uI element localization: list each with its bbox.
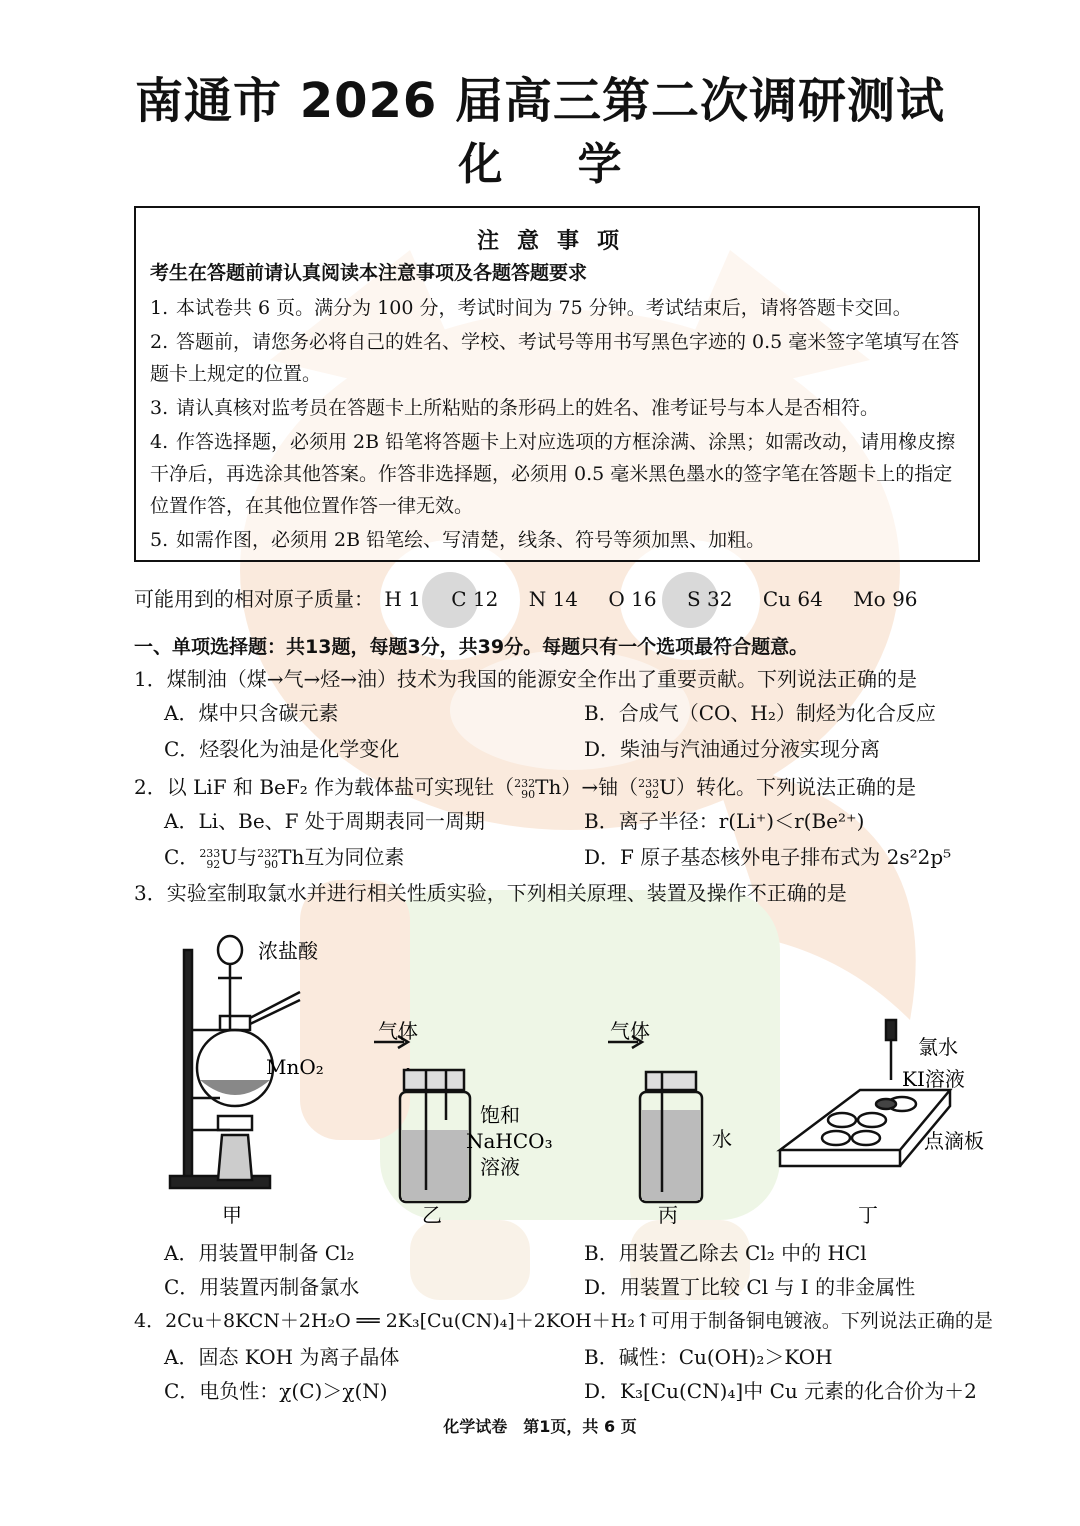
q2-option-c: [164, 842, 404, 872]
th-symbol: Th: [278, 845, 305, 869]
notice-item: [150, 392, 970, 424]
notice-item-text: 答题前，请您务必将自己的姓名、学校、考试号等用书写黑色字迹的 0.5 毫米签字笔填写在答题卡上规定的位置。: [150, 331, 960, 385]
notice-item-number: 5.: [150, 529, 169, 551]
q3-option-a: A．用装置甲制备 Cl₂: [164, 1241, 355, 1265]
u-atomic-number: 92: [206, 857, 221, 871]
q2-option-c-part: 互为同位素: [304, 845, 405, 869]
th-atomic-number: 90: [521, 787, 536, 801]
atomic-mass-item: Cu 64: [762, 587, 823, 611]
q1-option-d: D．柴油与汽油通过分液实现分离: [584, 737, 881, 761]
notice-item-text: 作答选择题，必须用 2B 铅笔将答题卡上对应选项的方框涂满、涂黑；如需改动，请用橡皮擦干净后，再选涂其他答案。作答非选择题，必须用 0.5 毫米黑色墨水的签字笔在答题卡上的指定位置作答，在其他位置作答一律无效。: [150, 431, 956, 517]
q2-option-b: B．离子半径：r(Li⁺)＜r(Be²⁺): [584, 809, 865, 833]
question-1-stem: 1．煤制油（煤→气→烃→油）技术为我国的能源安全作出了重要贡献。下列说法正确的是: [134, 667, 917, 691]
q1-option-a: A．煤中只含碳元素: [164, 701, 339, 725]
chlorine-water-label: 氯水: [918, 1035, 958, 1059]
gas-label-1: 气体: [378, 1019, 418, 1043]
apparatus-bing: [608, 1036, 702, 1202]
atomic-mass-item: C 12: [451, 587, 499, 611]
ding-label: 丁: [858, 1203, 878, 1227]
exam-title: 南通市 2026 届高三第二次调研测试: [134, 73, 946, 129]
q4-option-a: A．固态 KOH 为离子晶体: [164, 1345, 400, 1369]
q4-option-b: B．碱性：Cu(OH)₂＞KOH: [584, 1345, 833, 1369]
u-mass-number: 233: [638, 776, 660, 790]
q2-stem-part: 2．以 LiF 和 BeF₂ 作为载体盐可实现钍（: [134, 775, 515, 799]
notice-item-number: 4.: [150, 431, 169, 453]
q3-option-d: D．用装置丁比较 Cl 与 I 的非金属性: [584, 1275, 916, 1299]
apparatus-figure: [160, 920, 990, 1240]
th-nuclide-indices: [257, 848, 278, 870]
q1-option-c: C．烃裂化为油是化学变化: [164, 737, 400, 761]
atomic-mass-item: O 16: [608, 587, 657, 611]
ki-solution-label: KI溶液: [902, 1067, 965, 1091]
u-mass-number: 233: [199, 846, 221, 860]
section-title: 一、单项选择题：共13题，每题3分，共39分。每题只有一个选项最符合题意。: [134, 636, 809, 658]
q2-option-d: D．F 原子基态核外电子排布式为 2s²2p⁵: [584, 845, 952, 869]
solution-label: 溶液: [480, 1155, 520, 1179]
jia-label: 甲: [222, 1203, 242, 1227]
q3-option-c: C．用装置丙制备氯水: [164, 1275, 360, 1299]
atomic-masses: [134, 584, 942, 614]
u-symbol: U: [659, 775, 676, 799]
hcl-label: 浓盐酸: [258, 939, 318, 963]
question-2-stem: [134, 772, 916, 802]
atomic-masses-label: 可能用到的相对原子质量：: [134, 587, 374, 611]
notice-item: [150, 426, 970, 522]
th-mass-number: 232: [257, 846, 279, 860]
notice-box: [134, 206, 980, 562]
saturated-label: 饱和: [480, 1103, 520, 1127]
spot-plate-label: 点滴板: [924, 1129, 984, 1153]
q2-option-a: A．Li、Be、F 处于周期表同一周期: [164, 809, 485, 833]
question-4-stem: 4．2Cu＋8KCN＋2H₂O ══ 2K₃[Cu(CN)₄]＋2KOH＋H₂↑可用于制备铜电镀液。下列说法正确的是: [134, 1310, 993, 1332]
u-nuclide-indices: [199, 848, 220, 870]
notice-item-text: 本试卷共 6 页。满分为 100 分，考试时间为 75 分钟。考试结束后，请将答题卡交回。: [176, 297, 912, 319]
notice-item: [150, 326, 970, 390]
q2-stem-part: ）→铀（: [561, 775, 639, 799]
atomic-mass-item: S 32: [686, 587, 733, 611]
apparatus-yi: [374, 1036, 470, 1202]
atomic-mass-item: H 1: [384, 587, 421, 611]
q1-option-b: B．合成气（CO、H₂）制烃为化合反应: [584, 701, 936, 725]
q2-option-c-part: 与: [237, 845, 258, 869]
notice-item: [150, 524, 970, 556]
th-nuclide-indices: [514, 778, 535, 800]
yi-label: 乙: [422, 1203, 442, 1227]
mno2-label: MnO₂: [266, 1055, 324, 1079]
q4-option-c: C．电负性：χ(C)＞χ(N): [164, 1379, 388, 1403]
th-symbol: Th: [535, 775, 562, 799]
notice-item-number: 3.: [150, 397, 169, 419]
q3-option-b: B．用装置乙除去 Cl₂ 中的 HCl: [584, 1241, 867, 1265]
q4-option-d: D．K₃[Cu(CN)₄]中 Cu 元素的化合价为＋2: [584, 1379, 977, 1403]
notice-item-number: 2.: [150, 331, 169, 353]
notice-item-number: 1.: [150, 297, 169, 319]
q2-stem-part: ）转化。下列说法正确的是: [676, 775, 916, 799]
notice-item: [150, 292, 970, 324]
notice-item-text: 如需作图，必须用 2B 铅笔绘、写清楚，线条、符号等须加黑、加粗。: [176, 529, 766, 551]
th-atomic-number: 90: [264, 857, 279, 871]
atomic-mass-item: N 14: [528, 587, 579, 611]
subject-title: 化 学: [458, 139, 622, 190]
u-atomic-number: 92: [645, 787, 660, 801]
notice-title: 注意事项: [476, 229, 637, 254]
notice-lead: 考生在答题前请认真阅读本注意事项及各题答题要求: [150, 262, 588, 284]
q2-option-c-letter: C．: [164, 845, 200, 869]
bing-label: 丙: [658, 1203, 678, 1227]
nahco3-label: NaHCO₃: [466, 1129, 553, 1153]
atomic-mass-item: Mo 96: [853, 587, 918, 611]
page-footer: 化学试卷 第1页，共 6 页: [443, 1417, 637, 1436]
question-3-stem: 3．实验室制取氯水并进行相关性质实验，下列相关原理、装置及操作不正确的是: [134, 881, 847, 905]
water-label: 水: [712, 1127, 732, 1151]
u-symbol: U: [220, 845, 238, 869]
u-nuclide-indices: [638, 778, 659, 800]
gas-label-2: 气体: [610, 1019, 650, 1043]
notice-item-text: 请认真核对监考员在答题卡上所粘贴的条形码上的姓名、准考证号与本人是否相符。: [176, 397, 880, 419]
th-mass-number: 232: [514, 776, 536, 790]
